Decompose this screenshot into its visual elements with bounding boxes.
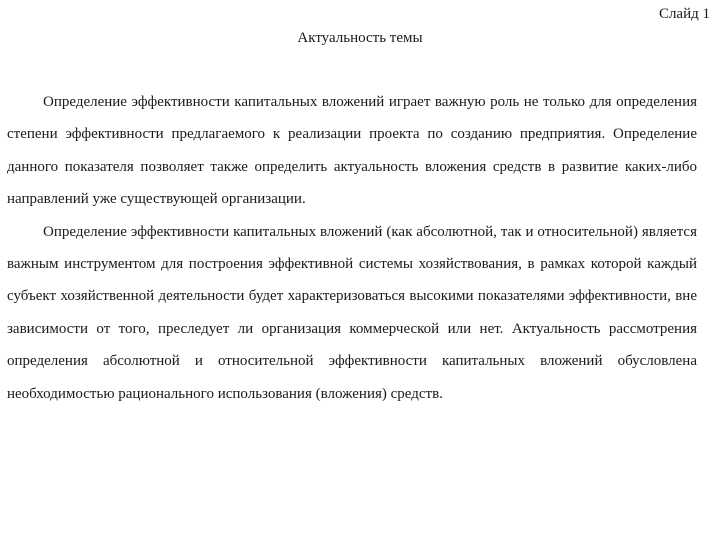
paragraph-2: Определение эффективности капитальных вложений (как абсолютной, так и относительной) является важным инструментом для построения эффективной системы хозяйствования, в рамках которой каждый субъект хозяйственной деятельности будет характеризоваться высокими показателями эффективности, вне зависимости от того, преследует ли организация коммерческой или нет. Актуальность рассмотрения определения абсолютной и относительной эффективности капитальных вложений обусловлена необходимостью рационального использования (вложения) средств. xyxy=(7,223,697,402)
slide-body xyxy=(7,86,697,410)
paragraph-1: Определение эффективности капитальных вложений играет важную роль не только для определения степени эффективности предлагаемого к реализации проекта по созданию предприятия. Определение данного показателя позволяет также определить актуальность вложения средств в развитие каких-либо направлений уже существующей организации. xyxy=(7,94,697,208)
slide-number: Слайд 1 xyxy=(658,6,710,22)
slide-title: Актуальность темы xyxy=(297,30,423,46)
